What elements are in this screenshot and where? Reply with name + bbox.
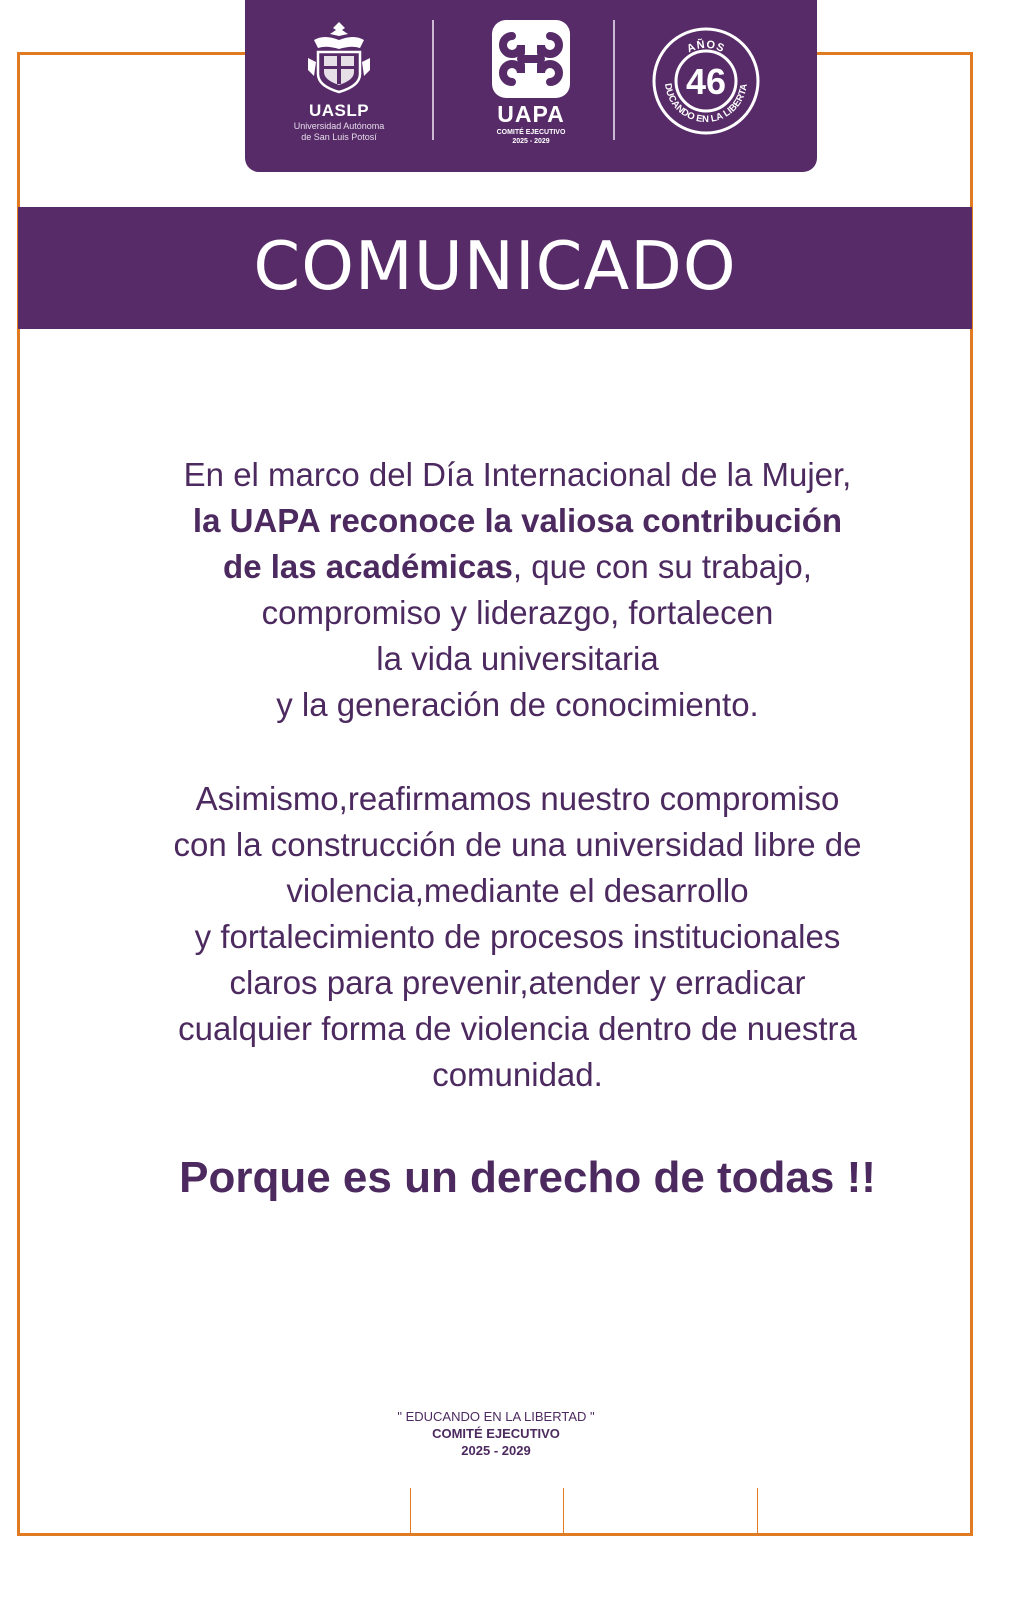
- footer-divider-line: [563, 1488, 564, 1534]
- header-divider-2: [613, 20, 615, 140]
- paragraph-2-line: Asimismo,reafirmamos nuestro compromiso: [195, 780, 840, 817]
- paragraph-1-line-rest: , que con su trabajo,: [512, 548, 812, 585]
- footer-period: 2025 - 2029: [461, 1443, 531, 1458]
- svg-text:AÑOS: [685, 38, 727, 55]
- header-divider-1: [432, 20, 434, 140]
- paragraph-2-line: violencia,mediante el desarrollo: [286, 872, 749, 909]
- anniversary-seal-icon: [651, 26, 761, 136]
- uaslp-logo: [277, 18, 401, 153]
- paragraph-2-line: cualquier forma de violencia dentro de nuestra: [178, 1010, 857, 1047]
- paragraph-1-line: compromiso y liderazgo, fortalecen: [261, 594, 774, 631]
- anniversary-number: 46: [685, 61, 727, 102]
- title-banner: [18, 207, 972, 329]
- anniversary-seal: [651, 26, 761, 136]
- footer-divider-line: [410, 1488, 411, 1534]
- uapa-emblem-icon: [490, 18, 572, 100]
- footer: [296, 1408, 696, 1459]
- paragraph-1-line: En el marco del Día Internacional de la Mujer,: [183, 456, 852, 493]
- paragraph-2-line: y fortalecimiento de procesos institucionales: [194, 918, 841, 955]
- paragraph-1-bold-phrase: de las académicas: [223, 548, 513, 585]
- paragraph-2-line: con la construcción de una universidad libre de: [173, 826, 862, 863]
- uapa-logo-name: UAPA: [497, 101, 565, 127]
- uaslp-logo-subtitle-1: Universidad Autónoma: [293, 121, 385, 131]
- uaslp-crest-icon: [304, 18, 374, 96]
- closing-statement: Porque es un derecho de todas !!: [179, 1153, 876, 1202]
- footer-motto: " EDUCANDO EN LA LIBERTAD ": [397, 1409, 595, 1424]
- anniversary-top-text: AÑOS: [685, 38, 727, 56]
- paragraph-1-line: la UAPA reconoce la valiosa contribución: [192, 502, 843, 539]
- paragraph-2: [80, 776, 955, 1098]
- paragraph-1-line: y la generación de conocimiento.: [276, 686, 759, 723]
- footer-committee: COMITÉ EJECUTIVO: [432, 1426, 560, 1441]
- uaslp-logo-subtitle-2: de San Luis Potosí: [301, 132, 377, 142]
- paragraph-1-line: la vida universitaria: [376, 640, 659, 677]
- uapa-logo-period: 2025 - 2029: [512, 138, 550, 145]
- anniversary-ring-text: DUCANDO EN LA LIBERTA: [661, 82, 750, 126]
- uaslp-logo-name: UASLP: [308, 101, 370, 120]
- uapa-logo-committee: COMITÉ EJECUTIVO: [496, 129, 566, 136]
- page-title: COMUNICADO: [253, 227, 737, 305]
- uapa-logo: [483, 18, 579, 153]
- paragraph-1: [80, 452, 955, 728]
- paragraph-2-line: comunidad.: [432, 1056, 603, 1093]
- header-logo-tab: [245, 0, 817, 172]
- footer-divider-line: [757, 1488, 758, 1534]
- paragraph-2-line: claros para prevenir,atender y erradicar: [229, 964, 806, 1001]
- paragraph-1-line: [80, 544, 955, 590]
